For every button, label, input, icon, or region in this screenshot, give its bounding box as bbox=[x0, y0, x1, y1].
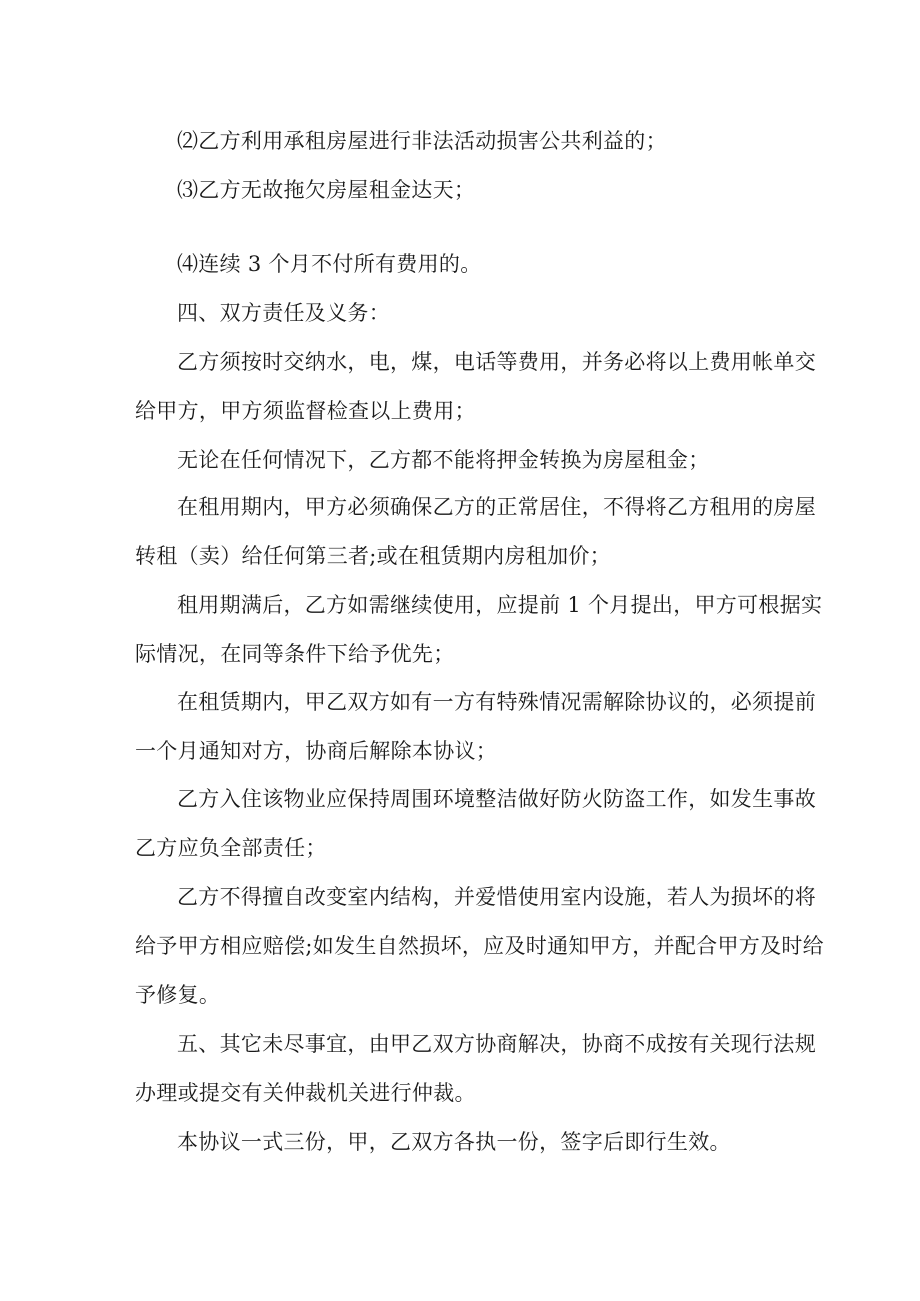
duty-5-line-2: 一个月通知对方，协商后解除本协议； bbox=[135, 739, 498, 763]
duty-6-line-2: 乙方应负全部责任； bbox=[135, 836, 327, 860]
duty-4-line-2: 际情况，在同等条件下给予优先； bbox=[135, 642, 455, 666]
clause-3-2: ⑵乙方利用承租房屋进行非法活动损害公共利益的； bbox=[177, 129, 667, 153]
duty-7-line-2: 给予甲方相应赔偿;如发生自然损坏，应及时通知甲方，并配合甲方及时给 bbox=[135, 934, 824, 958]
clause-3-4: ⑷连续 3 个月不付所有费用的。 bbox=[177, 252, 482, 276]
duty-3-line-2: 转租（卖）给任何第三者;或在租赁期内房租加价； bbox=[135, 544, 611, 568]
section-4-heading: 四、双方责任及义务： bbox=[177, 301, 390, 325]
section-5-line-2: 办理或提交有关仲裁机关进行仲裁。 bbox=[135, 1081, 476, 1105]
duty-5-line-1: 在租赁期内，甲乙双方如有一方有特殊情况需解除协议的，必须提前 bbox=[177, 690, 816, 714]
duty-1-line-2: 给甲方，甲方须监督检查以上费用； bbox=[135, 399, 476, 423]
duty-4-line-1: 租用期满后，乙方如需继续使用，应提前 1 个月提出，甲方可根据实 bbox=[177, 593, 823, 617]
duty-7-line-1: 乙方不得擅自改变室内结构，并爱惜使用室内设施，若人为损坏的将 bbox=[177, 885, 816, 909]
section-5-line-1: 五、其它未尽事宜，由甲乙双方协商解决，协商不成按有关现行法规 bbox=[177, 1032, 816, 1056]
duty-6-line-1: 乙方入住该物业应保持周围环境整洁做好防火防盗工作，如发生事故 bbox=[177, 787, 816, 811]
duty-2-line-1: 无论在任何情况下，乙方都不能将押金转换为房屋租金； bbox=[177, 448, 710, 472]
closing-statement: 本协议一式三份，甲，乙双方各执一份，签字后即行生效。 bbox=[177, 1130, 731, 1154]
duty-3-line-1: 在租用期内，甲方必须确保乙方的正常居住，不得将乙方租用的房屋 bbox=[177, 495, 816, 519]
clause-3-3: ⑶乙方无故拖欠房屋租金达天； bbox=[177, 178, 476, 202]
duty-1-line-1: 乙方须按时交纳水，电，煤，电话等费用，并务必将以上费用帐单交 bbox=[177, 350, 816, 374]
duty-7-line-3: 予修复。 bbox=[135, 983, 221, 1007]
